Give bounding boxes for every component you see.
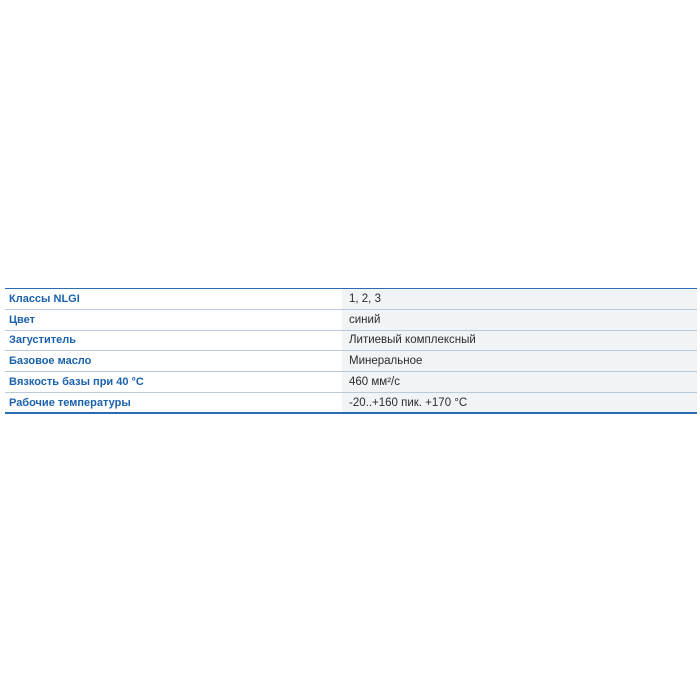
spec-value-color: синий (342, 309, 697, 330)
spec-label-base-oil: Базовое масло (5, 351, 342, 372)
spec-value-operating-temperatures: -20..+160 пик. +170 °C (342, 392, 697, 413)
table-row (5, 330, 697, 351)
spec-label-operating-temperatures: Рабочие температуры (5, 392, 342, 413)
spec-value-viscosity: 460 мм²/с (342, 372, 697, 393)
spec-value-nlgi: 1, 2, 3 (342, 289, 697, 310)
table-row (5, 392, 697, 413)
spec-label-thickener: Загуститель (5, 330, 342, 351)
spec-label-viscosity: Вязкость базы при 40 °C (5, 372, 342, 393)
table-row (5, 351, 697, 372)
table-row (5, 372, 697, 393)
specifications-table (5, 288, 697, 414)
table-row (5, 309, 697, 330)
spec-value-thickener: Литиевый комплексный (342, 330, 697, 351)
spec-label-color: Цвет (5, 309, 342, 330)
table-row (5, 289, 697, 310)
spec-value-base-oil: Минеральное (342, 351, 697, 372)
spec-label-nlgi: Классы NLGI (5, 289, 342, 310)
